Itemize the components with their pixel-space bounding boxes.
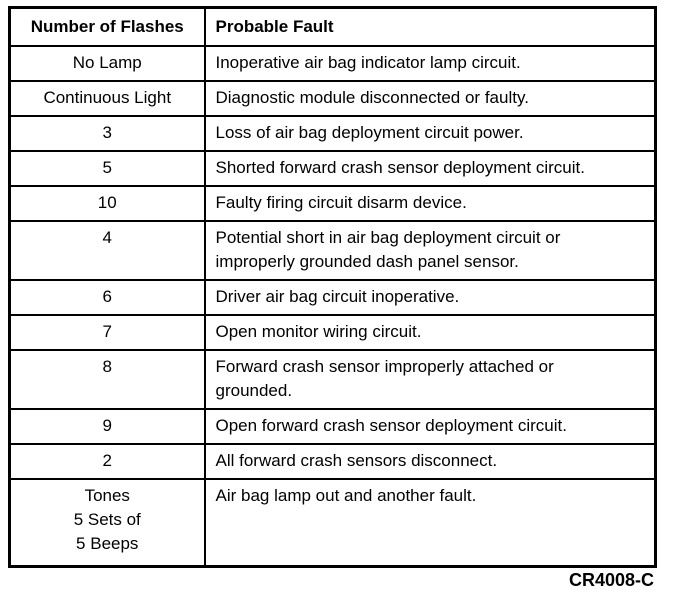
figure-code: CR4008-C xyxy=(568,570,654,590)
flash-count-line: 6 xyxy=(102,287,112,306)
flash-count-line: 4 xyxy=(102,228,112,247)
fault-line: Open monitor wiring circuit. xyxy=(215,322,422,341)
flash-count-line: 3 xyxy=(102,123,112,142)
fault-cell xyxy=(205,116,656,151)
flash-count-cell xyxy=(10,186,205,221)
table-row xyxy=(10,81,656,116)
flash-count-line: 7 xyxy=(102,322,112,341)
fault-cell xyxy=(205,350,656,409)
fault-line: Air bag lamp out and another fault. xyxy=(215,486,477,505)
flash-count-line: 10 xyxy=(97,193,117,212)
table-row xyxy=(10,479,656,567)
fault-line: improperly grounded dash panel sensor. xyxy=(215,252,519,271)
flash-count-line: 5 Beeps xyxy=(76,534,139,553)
table-row xyxy=(10,221,656,280)
fault-line: Driver air bag circuit inoperative. xyxy=(215,287,460,306)
table-row xyxy=(10,280,656,315)
table-row xyxy=(10,444,656,479)
table-row xyxy=(10,186,656,221)
header-probable-fault: Probable Fault xyxy=(205,8,656,47)
fault-cell xyxy=(205,221,656,280)
flash-count-line: Continuous Light xyxy=(43,88,172,107)
fault-line: Shorted forward crash sensor deployment circuit. xyxy=(215,158,585,177)
flash-count-line: 2 xyxy=(102,451,112,470)
fault-line: grounded. xyxy=(215,381,293,400)
fault-line: Diagnostic module disconnected or faulty. xyxy=(215,88,529,107)
flash-count-cell xyxy=(10,81,205,116)
fault-line: Faulty firing circuit disarm device. xyxy=(215,193,467,212)
fault-cell xyxy=(205,280,656,315)
fault-line: Open forward crash sensor deployment circuit. xyxy=(215,416,567,435)
fault-line: Loss of air bag deployment circuit power. xyxy=(215,123,524,142)
fault-table xyxy=(8,6,657,568)
fault-cell xyxy=(205,315,656,350)
flash-count-line: 5 Sets of xyxy=(73,510,141,529)
table-row xyxy=(10,46,656,81)
table-row xyxy=(10,315,656,350)
table-row xyxy=(10,116,656,151)
header-number-of-flashes: Number of Flashes xyxy=(10,8,205,47)
fault-line: Potential short in air bag deployment circuit or xyxy=(215,228,561,247)
flash-count-cell xyxy=(10,444,205,479)
table-row xyxy=(10,350,656,409)
table-body xyxy=(10,46,656,567)
table-row xyxy=(10,409,656,444)
flash-count-line: 5 xyxy=(102,158,112,177)
fault-cell xyxy=(205,46,656,81)
flash-count-cell xyxy=(10,116,205,151)
table-row xyxy=(10,151,656,186)
fault-cell xyxy=(205,81,656,116)
fault-line: Forward crash sensor improperly attached or xyxy=(215,357,554,376)
flash-count-line: 9 xyxy=(102,416,112,435)
fault-cell xyxy=(205,151,656,186)
flash-count-line: No Lamp xyxy=(72,53,142,72)
header-row xyxy=(10,8,656,47)
flash-count-cell xyxy=(10,151,205,186)
flash-count-cell xyxy=(10,479,205,567)
flash-count-line: 8 xyxy=(102,357,112,376)
flash-count-cell xyxy=(10,350,205,409)
flash-count-cell xyxy=(10,46,205,81)
fault-line: All forward crash sensors disconnect. xyxy=(215,451,498,470)
fault-line: Inoperative air bag indicator lamp circuit. xyxy=(215,53,521,72)
flash-count-line: Tones xyxy=(84,486,130,505)
fault-cell xyxy=(205,186,656,221)
flash-count-cell xyxy=(10,315,205,350)
fault-cell xyxy=(205,479,656,567)
flash-count-cell xyxy=(10,280,205,315)
fault-cell xyxy=(205,444,656,479)
fault-cell xyxy=(205,409,656,444)
flash-count-cell xyxy=(10,221,205,280)
flash-count-cell xyxy=(10,409,205,444)
